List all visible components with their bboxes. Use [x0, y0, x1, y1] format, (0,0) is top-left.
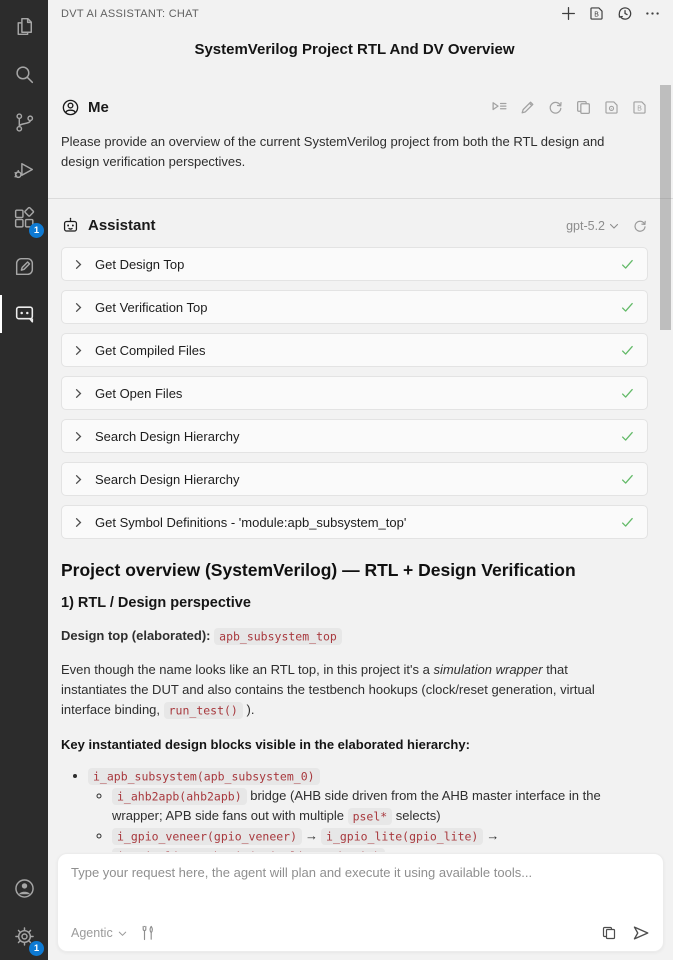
robot-avatar-icon — [61, 216, 80, 235]
composer-dock — [48, 852, 673, 960]
tool-call-card[interactable] — [61, 247, 648, 281]
tool-call-list — [61, 247, 648, 539]
new-chat-plus-icon — [560, 5, 577, 22]
sidebar-item-dvt-ai-chat[interactable] — [0, 290, 48, 338]
chevron-right-icon — [72, 344, 85, 357]
activity-bar — [0, 0, 48, 960]
success-check-icon — [620, 429, 635, 444]
tool-call-card[interactable] — [61, 462, 648, 496]
answer-heading-1: Project overview (SystemVerilog) — RTL + Design Verification — [61, 560, 576, 580]
chevron-down-icon — [117, 928, 128, 939]
save-with-results-icon — [603, 99, 620, 116]
user-message-actions — [491, 99, 648, 116]
assistant-message-author: Assistant — [88, 217, 156, 234]
copy-conversation-button[interactable] — [601, 925, 617, 941]
run-prompt-icon — [491, 99, 508, 116]
tool-call-card[interactable] — [61, 419, 648, 453]
tool-call-card[interactable] — [61, 376, 648, 410]
chat-panel — [48, 0, 673, 960]
design-top-line — [61, 626, 636, 646]
tool-call-label: Search Design Hierarchy — [95, 471, 240, 487]
tool-call-label: Get Compiled Files — [95, 342, 206, 358]
sidebar-item-dvt-editor[interactable] — [0, 242, 48, 290]
search-icon — [12, 62, 37, 87]
sidebar-item-search[interactable] — [0, 50, 48, 98]
dvt-editor-icon — [12, 254, 37, 279]
mode-label: Agentic — [71, 926, 113, 940]
copy-icon — [575, 99, 592, 116]
sidebar-item-run-debug[interactable] — [0, 146, 48, 194]
model-selector[interactable] — [566, 219, 620, 233]
chevron-right-icon — [72, 301, 85, 314]
copy-icon — [601, 925, 617, 941]
user-message-author: Me — [88, 99, 109, 116]
new-chat-button[interactable] — [560, 5, 577, 22]
chevron-right-icon — [72, 473, 85, 486]
save-chat-button[interactable] — [588, 5, 605, 22]
tools-button[interactable] — [140, 925, 156, 941]
arrow-text: → — [305, 828, 319, 843]
list-item — [88, 766, 648, 866]
success-check-icon — [620, 257, 635, 272]
answer-paragraph — [61, 660, 636, 720]
success-check-icon — [620, 343, 635, 358]
source-control-icon — [12, 110, 37, 135]
tool-call-card[interactable] — [61, 333, 648, 367]
chevron-right-icon — [72, 430, 85, 443]
tools-icon — [140, 925, 156, 941]
paragraph-text: Even though the name looks like an RTL top, in this project it's a — [61, 662, 434, 677]
copy-prompt-button[interactable] — [575, 99, 592, 116]
chat-input[interactable] — [58, 854, 663, 908]
tool-call-label: Search Design Hierarchy — [95, 428, 240, 444]
sidebar-item-account[interactable] — [0, 864, 48, 912]
sidebar-item-explorer[interactable] — [0, 2, 48, 50]
more-actions-icon — [644, 5, 661, 22]
panel-actions — [560, 5, 661, 22]
send-button[interactable] — [632, 924, 650, 942]
paragraph-text: bridge (AHB side driven from the AHB master interface in the wrapper; APB side fans out with multiple — [112, 788, 601, 823]
success-check-icon — [620, 300, 635, 315]
paragraph-text: that instantiates the DUT and also contains the testbench hookups (clock/reset generation, virtual interface binding, — [61, 662, 595, 717]
hierarchy-list — [61, 766, 648, 866]
scrollbar-thumb[interactable] — [660, 85, 671, 330]
panel-titlebar — [48, 0, 673, 27]
save-prompt-button[interactable] — [631, 99, 648, 116]
answer-heading-2: 1) RTL / Design perspective — [61, 595, 251, 611]
user-message-header — [61, 98, 648, 117]
success-check-icon — [620, 472, 635, 487]
tool-call-card[interactable] — [61, 505, 648, 539]
rerun-icon — [632, 218, 648, 234]
hierarchy-link-pill[interactable]: i_apb_subsystem(apb_subsystem_0) — [88, 768, 320, 785]
activity-bar-spacer — [0, 338, 48, 864]
tool-call-label: Get Symbol Definitions - 'module:apb_subsystem_top' — [95, 514, 407, 530]
dvt-ai-chat-icon — [12, 302, 37, 327]
tool-call-label: Get Open Files — [95, 385, 183, 401]
chevron-right-icon — [72, 516, 85, 529]
edit-prompt-button[interactable] — [519, 99, 536, 116]
sidebar-item-settings[interactable] — [0, 912, 48, 960]
user-message-text: Please provide an overview of the current SystemVerilog project from both the RTL design and design verification perspectives. — [61, 134, 605, 169]
person-avatar-icon — [61, 98, 80, 117]
chevron-right-icon — [72, 387, 85, 400]
chat-scroll-area[interactable] — [48, 27, 673, 960]
paragraph-text: selects) — [392, 808, 441, 823]
arrow-text: → — [486, 828, 500, 843]
edit-icon — [519, 99, 536, 116]
design-top-label: Design top (elaborated): — [61, 628, 211, 643]
success-check-icon — [620, 515, 635, 530]
extensions-badge: 1 — [29, 223, 44, 238]
paragraph-text: ). — [242, 702, 255, 717]
history-icon — [616, 5, 633, 22]
send-icon — [632, 924, 650, 942]
run-prompt-button[interactable] — [491, 99, 508, 116]
success-check-icon — [620, 386, 635, 401]
answer-heading-3: Key instantiated design blocks visible in the elaborated hierarchy: — [61, 737, 470, 752]
rerun-prompt-button[interactable] — [547, 99, 564, 116]
section-divider — [48, 198, 673, 199]
assistant-controls — [566, 218, 648, 234]
settings-badge: 1 — [29, 941, 44, 956]
chevron-down-icon — [608, 220, 620, 232]
chevron-right-icon — [72, 258, 85, 271]
svg-text:B: B — [594, 11, 599, 19]
regenerate-button[interactable] — [632, 218, 648, 234]
code-pill: psel* — [348, 808, 393, 825]
hierarchy-link-pill[interactable]: i_gpio_veneer(gpio_veneer) — [112, 828, 302, 845]
composer-box — [57, 853, 664, 952]
code-pill: run_test() — [164, 702, 243, 719]
save-chat-icon — [588, 5, 605, 22]
hierarchy-link-pill[interactable]: i_gpio_lite(gpio_lite) — [321, 828, 483, 845]
chat-session-title: SystemVerilog Project RTL And DV Overview — [194, 41, 515, 58]
sidebar-item-extensions[interactable] — [0, 194, 48, 242]
tool-call-card[interactable] — [61, 290, 648, 324]
list-item — [112, 786, 648, 826]
more-actions-button[interactable] — [644, 5, 661, 22]
save-with-results-button[interactable] — [603, 99, 620, 116]
sidebar-item-source-control[interactable] — [0, 98, 48, 146]
panel-title: DVT AI ASSISTANT: CHAT — [61, 7, 200, 20]
tool-call-label: Get Design Top — [95, 256, 185, 272]
tool-call-label: Get Verification Top — [95, 299, 208, 315]
code-pill: apb_subsystem_top — [214, 628, 342, 645]
mode-selector[interactable] — [71, 926, 128, 940]
assistant-message-header — [61, 216, 648, 235]
composer-right-actions — [601, 924, 650, 942]
account-icon — [12, 876, 37, 901]
svg-text:B: B — [637, 105, 642, 113]
emphasis-text: simulation wrapper — [433, 662, 543, 677]
hierarchy-link-pill[interactable]: i_ahb2apb(ahb2apb) — [112, 788, 247, 805]
save-prompt-icon — [631, 99, 648, 116]
explorer-icon — [12, 14, 37, 39]
run-debug-icon — [12, 158, 37, 183]
rerun-icon — [547, 99, 564, 116]
model-name: gpt-5.2 — [566, 218, 605, 233]
composer-toolbar — [71, 924, 650, 942]
history-button[interactable] — [616, 5, 633, 22]
